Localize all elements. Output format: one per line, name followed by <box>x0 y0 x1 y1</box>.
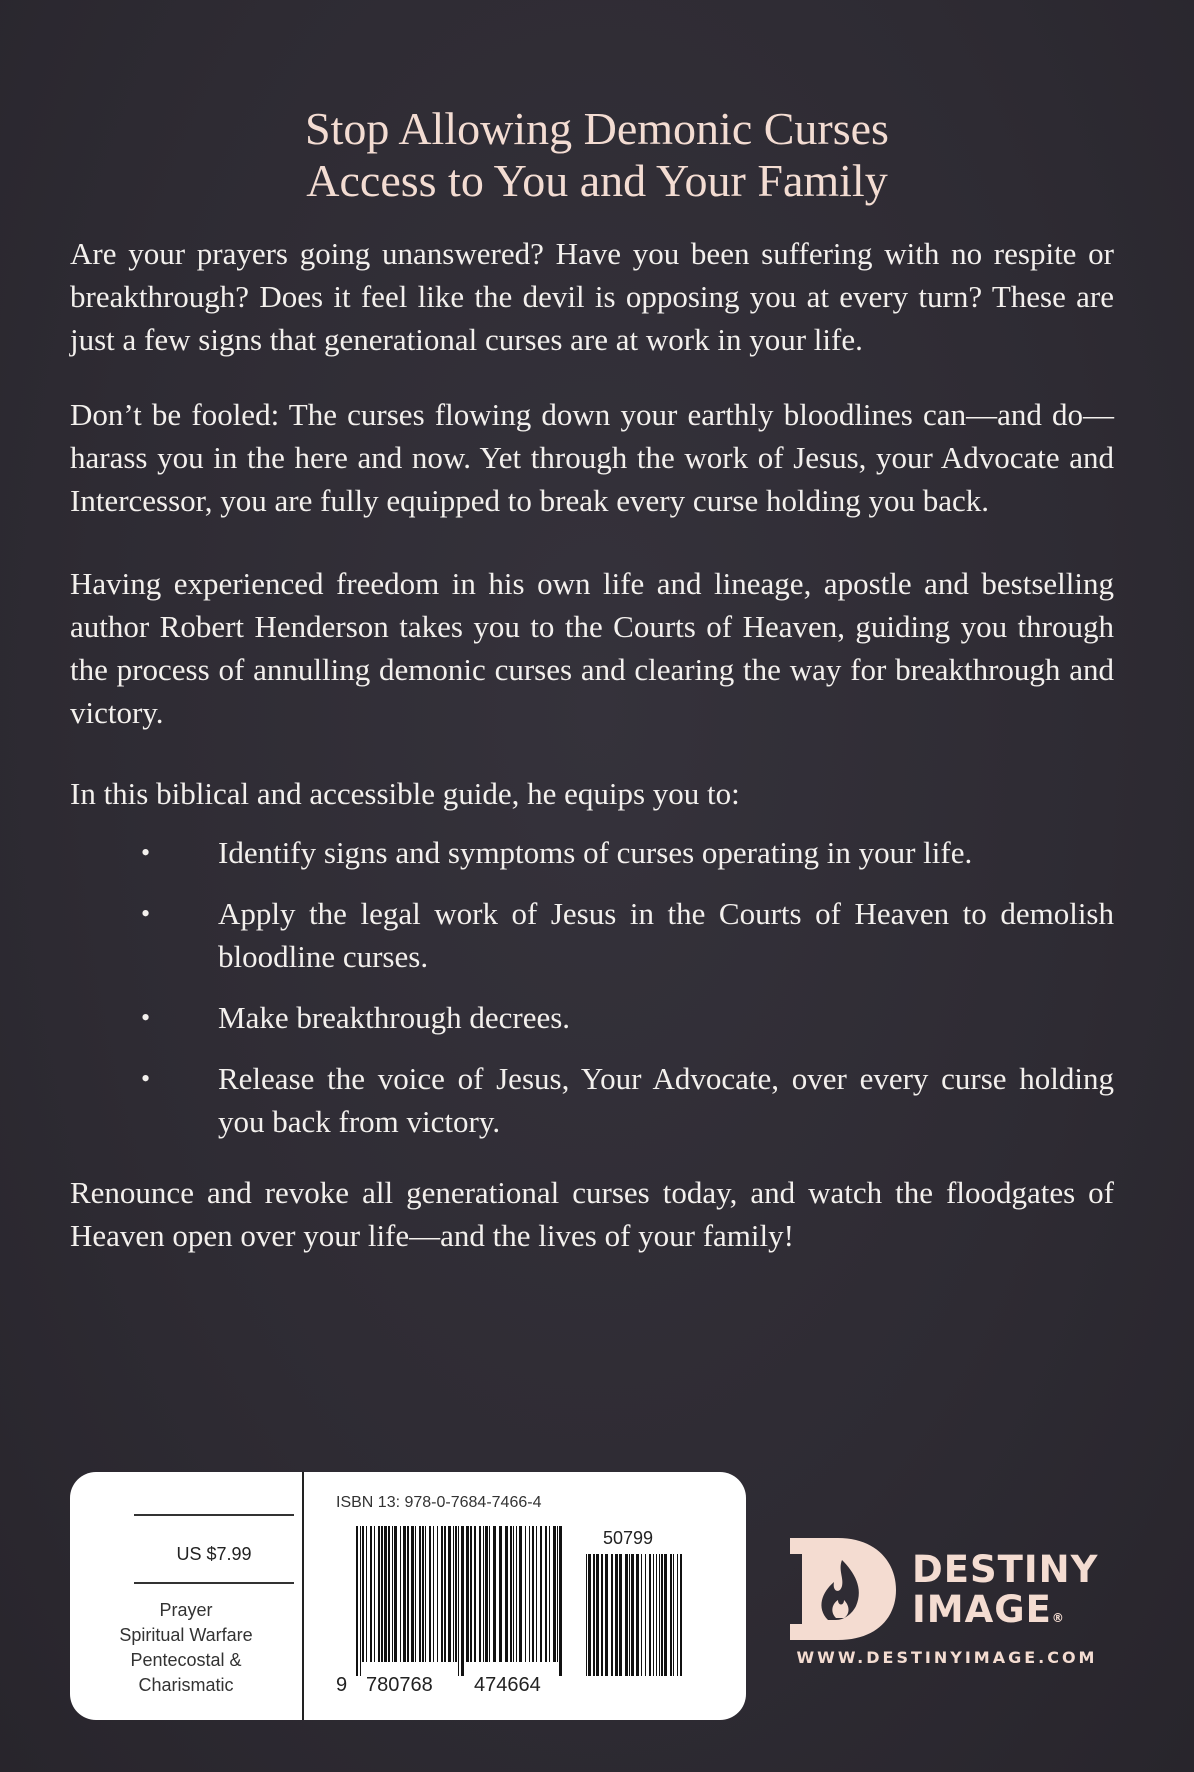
barcode-bar <box>425 1526 426 1662</box>
barcode-bar <box>625 1554 628 1676</box>
barcode-bar <box>636 1554 639 1676</box>
barcode-bar <box>407 1526 409 1662</box>
barcode-bar <box>545 1526 547 1662</box>
barcode-bar <box>485 1526 488 1662</box>
barcode-bar <box>596 1554 599 1676</box>
category-item: Charismatic <box>138 1675 234 1695</box>
barcode-bar <box>458 1526 459 1676</box>
barcode-bar <box>601 1554 603 1676</box>
bullet-list <box>70 831 1114 1143</box>
bullet-icon: • <box>141 1064 151 1093</box>
list-item <box>70 1057 1114 1143</box>
barcode-bar <box>489 1526 490 1662</box>
paragraph-2: Don’t be fooled: The curses flowing down your earthly bloodlines can—and do—harass you in the here and now. Yet through the work of Jesus, your Advocate and Intercessor, you are fully equipped to break every curse holding you back. <box>70 397 1114 518</box>
barcode-bar <box>356 1526 358 1676</box>
bullet-icon: • <box>141 1003 151 1032</box>
barcode-bar <box>433 1526 434 1662</box>
paragraph-3: Having experienced freedom in his own life and lineage, apostle and bestselling author Robert Henderson takes you to the Courts of Heaven, guiding you through the process of annulling demonic curses and clearing the way for breakthrough and victory. <box>70 566 1114 730</box>
bullet-icon: • <box>141 899 151 928</box>
barcode-panel <box>70 1472 746 1720</box>
category-item: Prayer <box>159 1600 213 1620</box>
barcode-lead-digit: 9 <box>336 1674 348 1696</box>
list-item-text: Apply the legal work of Jesus in the Courts of Heaven to demolish bloodline curses. <box>218 896 1114 974</box>
barcode-bar <box>360 1526 361 1676</box>
barcode-bar <box>461 1526 464 1676</box>
barcode-bar <box>474 1526 476 1662</box>
list-item-text: Release the voice of Jesus, Your Advocate, over every curse holding you back from victory. <box>218 1061 1114 1139</box>
barcode-bar <box>394 1526 397 1662</box>
closing-paragraph: Renounce and revoke all generational curses today, and watch the floodgates of Heaven open over your life—and the lives of your family! <box>70 1175 1114 1253</box>
barcode-bar <box>366 1526 367 1662</box>
barcode-bar <box>540 1526 542 1662</box>
category-list <box>70 1598 302 1698</box>
barcode-bar <box>453 1526 454 1662</box>
barcode-bar <box>437 1526 438 1662</box>
blurb <box>70 232 1114 1257</box>
barcode-bar <box>615 1554 618 1676</box>
barcode-bar <box>362 1526 364 1662</box>
price-rule-bottom <box>134 1582 294 1584</box>
barcode-bar <box>444 1526 446 1662</box>
publisher-logo <box>782 1532 1112 1667</box>
bullet-icon: • <box>141 838 151 867</box>
barcode-bar <box>516 1526 517 1662</box>
barcode-bar <box>586 1554 587 1676</box>
barcode-bar <box>559 1526 562 1676</box>
list-item-text: Identify signs and symptoms of curses operating in your life. <box>218 835 973 870</box>
barcode-bar <box>529 1526 530 1662</box>
publisher-name-line-2: IMAGE <box>912 1588 1052 1631</box>
barcode-bar <box>479 1526 481 1662</box>
barcode-bar <box>619 1554 622 1676</box>
barcode-bar <box>470 1526 472 1662</box>
barcode-bar <box>466 1526 469 1662</box>
barcode-bar <box>677 1554 678 1676</box>
barcode-bar <box>649 1554 651 1676</box>
barcode-bar <box>388 1526 390 1662</box>
list-item <box>70 831 1114 874</box>
list-item-text: Make breakthrough decrees. <box>218 1000 571 1035</box>
barcode-bar <box>656 1554 657 1676</box>
publisher-name <box>912 1550 1098 1638</box>
barcode-bar <box>641 1554 642 1676</box>
price-rule-top <box>134 1514 294 1516</box>
barcode-bar <box>448 1526 451 1662</box>
barcode-bar <box>525 1526 526 1662</box>
barcode-bar <box>384 1526 387 1662</box>
barcode-bar <box>532 1526 534 1662</box>
barcode-left-digits: 780768 <box>366 1674 433 1696</box>
barcode-bar <box>374 1526 375 1662</box>
isbn-label: ISBN 13: 978-0-7684-7466-4 <box>336 1494 542 1511</box>
barcode-bar <box>510 1526 512 1662</box>
barcode-bar <box>378 1526 380 1662</box>
panel-divider <box>302 1472 304 1720</box>
barcode-bar <box>611 1554 613 1676</box>
barcode-bar <box>392 1526 393 1662</box>
barcode-bar <box>673 1554 674 1676</box>
barcode-bar <box>645 1554 646 1676</box>
barcode-bar <box>536 1526 537 1662</box>
barcode-bar <box>631 1554 634 1676</box>
barcode-bar <box>661 1554 663 1676</box>
barcode-bar <box>370 1526 372 1662</box>
destiny-image-d-logo-icon <box>782 1534 900 1644</box>
barcode-bar <box>605 1554 608 1676</box>
barcode-bar <box>419 1526 421 1662</box>
barcode-bar <box>588 1554 591 1676</box>
headline-line-2: Access to You and Your Family <box>306 155 888 206</box>
barcode-bar <box>483 1526 484 1662</box>
barcode-bar <box>513 1526 514 1662</box>
paragraph-4: In this biblical and accessible guide, he equips you to: <box>70 776 740 811</box>
registered-mark: ® <box>1051 1611 1065 1625</box>
publisher-name-line-1: DESTINY <box>912 1548 1099 1591</box>
barcode-bar <box>422 1526 424 1662</box>
paragraph-1: Are your prayers going unanswered? Have you been suffering with no respite or breakthrough? Does it feel like the devil is opposing you at every turn? These are just a few signs that generational curses are at work in your life. <box>70 236 1114 357</box>
barcode-bar <box>653 1554 654 1676</box>
barcode-bar <box>593 1554 595 1676</box>
headline-line-1: Stop Allowing Demonic Curses <box>305 103 889 154</box>
list-item <box>70 892 1114 978</box>
price-label: US $7.99 <box>176 1544 252 1564</box>
barcode-bar <box>381 1526 383 1662</box>
barcode-bar <box>455 1526 457 1662</box>
barcode-bar <box>519 1526 522 1662</box>
addon-number: 50799 <box>603 1528 654 1548</box>
barcode-bar <box>553 1526 556 1662</box>
barcode-bar <box>659 1554 660 1676</box>
barcode-bar <box>680 1554 682 1676</box>
barcode-bar <box>441 1526 443 1662</box>
barcode-bar <box>411 1526 414 1662</box>
barcode-bar <box>493 1526 496 1662</box>
list-item <box>70 996 1114 1039</box>
barcode-bar <box>557 1526 558 1662</box>
barcode-bar <box>670 1554 672 1676</box>
category-item: Pentecostal & <box>130 1650 242 1670</box>
barcode-bar <box>505 1526 508 1662</box>
barcode-bar <box>429 1526 431 1662</box>
barcode-bar <box>415 1526 416 1662</box>
category-item: Spiritual Warfare <box>119 1625 253 1645</box>
barcode-bar <box>629 1554 630 1676</box>
barcode-main <box>356 1526 566 1676</box>
barcode-bar <box>664 1554 667 1676</box>
publisher-url: WWW.DESTINYIMAGE.COM <box>796 1648 1098 1667</box>
barcode-addon <box>586 1554 684 1676</box>
barcode-bar <box>499 1526 502 1662</box>
barcode-bar <box>403 1526 406 1662</box>
barcode-bar <box>400 1526 401 1662</box>
barcode-right-digits: 474664 <box>474 1674 541 1696</box>
headline <box>0 103 1194 207</box>
barcode-bar <box>549 1526 550 1662</box>
